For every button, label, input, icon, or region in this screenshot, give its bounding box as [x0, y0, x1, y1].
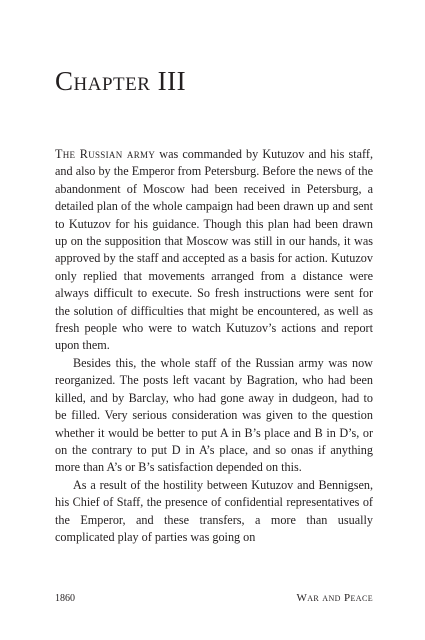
running-head: War and Peace [296, 592, 373, 604]
paragraph-2-text: Besides this, the whole staff of the Russian army was now reorganized. The posts left vacant by Bagration, who had been killed, and by Barclay, who had gone away in dudgeon, had to be filled. Very serious consideration was given to the question whether it would be better to put A in B’s place and B in D’s, or on the contrary to put D in A’s place, and so onas if anything more than A’s or B’s satisfaction depended on this. [55, 355, 373, 475]
paragraph-2 [55, 355, 373, 477]
body-text [55, 146, 373, 546]
chapter-title: Chapter III [55, 66, 187, 96]
paragraph-3-text: As a result of the hostility between Kutuzov and Bennigsen, his Chief of Staff, the presence of confidential representatives of the Emperor, and these transfers, a more than usually complicated play of parties was going on [55, 477, 373, 544]
paragraph-lead-small-caps: The Russian army [55, 147, 156, 161]
paragraph-1-text: was commanded by Kutuzov and his staff, and also by the Emperor from Petersburg. Before the news of the abandonment of Moscow had been received in Petersburg, a detailed plan of the whole campaign had been drawn up and sent to Kutuzov for his guidance. Though this plan had been drawn up on the supposition that Moscow was still in our hands, it was approved by the staff and accepted as a basis for action. Kutuzov only replied that movements arranged from a distance were always difficult to execute. So fresh instructions were sent for the solution of difficulties that might be encountered, as well as fresh people who were to watch Kutuzov’s actions and report upon them. [55, 147, 373, 353]
paragraph-1 [55, 146, 373, 355]
page-footer [55, 592, 373, 604]
paragraph-3 [55, 477, 373, 547]
page-number: 1860 [55, 593, 75, 604]
